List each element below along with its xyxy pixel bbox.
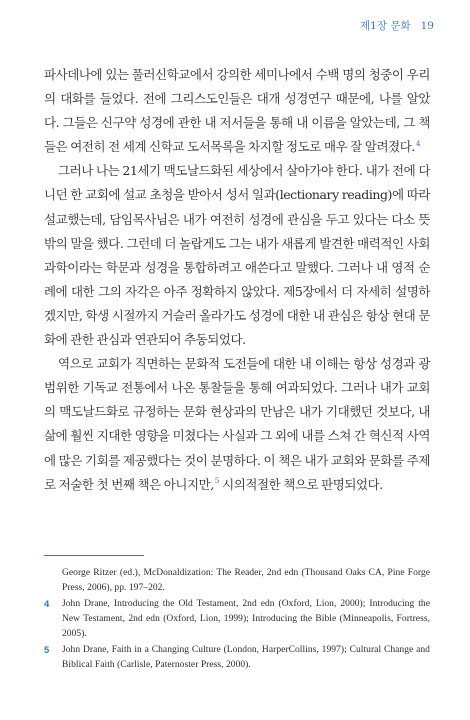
footnote-divider bbox=[44, 555, 144, 556]
footnote-number: 5 bbox=[44, 645, 50, 656]
footnote-text: John Drane, Faith in a Changing Culture (London, HarperCollins, 1997); Cultural Change and Biblical Faith (Carlisle, Paternoster Press, 2000). bbox=[62, 645, 430, 670]
footnote-ref-5[interactable]: 5 bbox=[214, 476, 220, 486]
paragraph-1-text: 파사데나에 있는 풀러신학교에서 강의한 세미나에서 수백 명의 청중이 우리의 대화를 들었다. 전에 그리스도인들은 대개 성경연구 때문에, 나를 알았다. 그들은 신구약 성경에 관한 내 저서들을 통해 내 이름을 알았는데, 그 책들은 여전히 전 세계 신학교 도서목록을 차지할 정도로 매우 잘 알려졌다. bbox=[44, 67, 430, 155]
footnote-number: 4 bbox=[44, 599, 50, 610]
footnote-text: John Drane, Introducing the Old Testament, 2nd edn (Oxford, Lion, 2000); Introducing the New Testament, 2nd edn (Oxford, Lion, 1999); Introducing the Bible (Minneapolis, Fortress, 2005). bbox=[62, 599, 430, 639]
page-number: 19 bbox=[420, 20, 434, 32]
paragraph-3-text: 역으로 교회가 직면하는 문화적 도전들에 대한 내 이해는 항상 성경과 광범위한 기독교 전통에서 나온 통찰들을 통해 여과되었다. 그러나 내가 교회의 맥도날드화로 규정하는 문화 현상과의 만남은 내가 기대했던 것보다, 내 삶에 훨씬 지대한 영향을 미쳤다는 사실과 그 외에 내를 스쳐 간 혁신적 사역에 많은 기회를 제공했다는 것이 분명하다. 이 책은 내가 교회와 문화를 주제로 저술한 첫 번째 책은 아니지만, bbox=[44, 356, 430, 492]
paragraph-3 bbox=[44, 352, 430, 497]
footnote-4 bbox=[44, 597, 430, 642]
footnote-ref-4[interactable]: 4 bbox=[415, 139, 421, 149]
footnote-5 bbox=[44, 643, 430, 673]
paragraph-3-tail: 시의적절한 책으로 판명되었다. bbox=[219, 476, 383, 492]
running-head bbox=[360, 18, 434, 33]
paragraph-2: 그러나 나는 21세기 맥도날드화된 세상에서 살아가야 한다. 내가 전에 다니던 한 교회에 설교 초청을 받아서 성서 일과(lectionary reading)에 따라 설교했는데, 담임목사님은 내가 여전히 성경에 관심을 두고 있다는 다소 뜻밖의 말을 했다. 그런데 더 놀랍게도 그는 내가 새롭게 발견한 매력적인 사회과학이라는 학문과 성경을 통합하려고 애쓴다고 말했다. 그러나 내 영적 순례에 대한 그의 자각은 아주 정확하지 않았다. 제5장에서 더 자세히 설명하겠지만, 학생 시절까지 거슬러 올라가도 성경에 대한 내 관심은 항상 현대 문화에 관한 관심과 연관되어 추동되었다. bbox=[44, 163, 430, 348]
footnote-3 bbox=[44, 566, 430, 596]
chapter-title: 제1장 문화 bbox=[360, 20, 411, 32]
paragraph-1 bbox=[44, 63, 430, 159]
footnotes bbox=[44, 566, 430, 674]
footnote-text: George Ritzer (ed.), McDonaldization: The Reader, 2nd edn (Thousand Oaks CA, Pine Forge Press, 2006), pp. 197–202. bbox=[62, 568, 430, 593]
body-text bbox=[44, 63, 430, 497]
